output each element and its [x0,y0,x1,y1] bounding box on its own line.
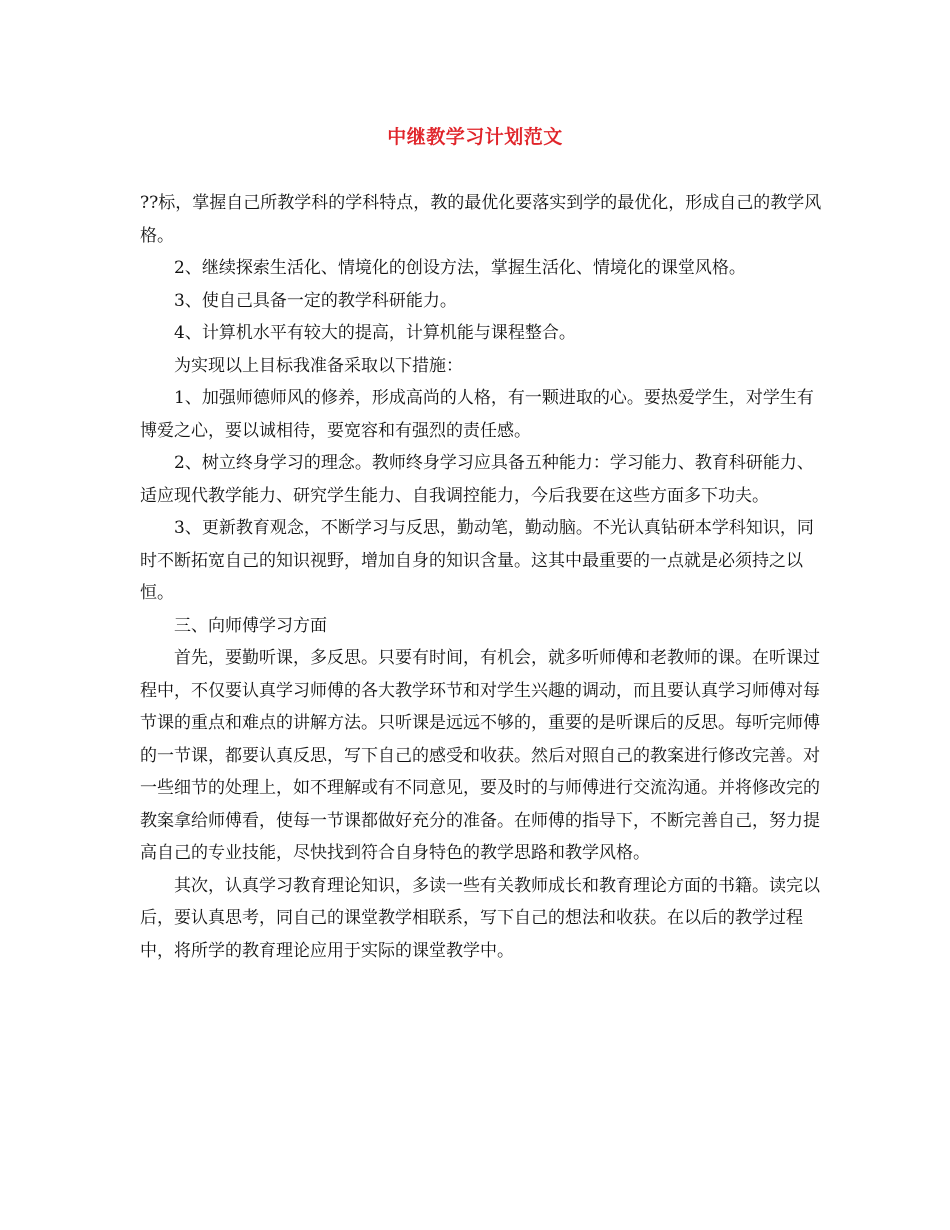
paragraph: 2、继续探索生活化、情境化的创设方法，掌握生活化、情境化的课堂风格。 [174,258,746,278]
paragraph: 为实现以上目标我准备采取以下措施： [174,355,463,376]
document-body [140,187,830,967]
paragraph: 其次，认真学习教育理论知识，多读一些有关教师成长和教育理论方面的书籍。读完以后，要认真思考，同自己的课堂教学相联系，写下自己的想法和收获。在以后的教学过程中，将所学的教育理论应用于实际的课堂教学中。 [140,875,820,961]
paragraph: 1、加强师德师风的修养，形成高尚的人格，有一颗进取的心。要热爱学生，对学生有博爱之心，要以诚相待，要宽容和有强烈的责任感。 [140,388,814,441]
document-title: 中继教学习计划范文 [387,126,563,148]
paragraph: 2、树立终身学习的理念。教师终身学习应具备五种能力：学习能力、教育科研能力、适应现代教学能力、研究学生能力、自我调控能力，今后我要在这些方面多下功夫。 [140,453,814,506]
paragraph: 首先，要勤听课，多反思。只要有时间，有机会，就多听师傅和老教师的课。在听课过程中，不仅要认真学习师傅的各大教学环节和对学生兴趣的调动，而且要认真学习师傅对每节课的重点和难点的讲解方法。只听课是远远不够的，重要的是听课后的反思。每听完师傅的一节课，都要认真反思，写下自己的感受和收获。然后对照自己的教案进行修改完善。对一些细节的处理上，如不理解或有不同意见，要及时的与师傅进行交流沟通。并将修改完的教案拿给师傅看，使每一节课都做好充分的准备。在师傅的指导下，不断完善自己，努力提高自己的专业技能，尽快找到符合自身特色的教学思路和教学风格。 [140,648,820,863]
paragraph: ??标，掌握自己所教学科的学科特点，教的最优化要落实到学的最优化，形成自己的教学风格。 [140,193,822,246]
section-heading: 三、向师傅学习方面 [174,615,327,636]
paragraph: 3、使自己具备一定的教学科研能力。 [174,290,457,311]
paragraph: 3、更新教育观念，不断学习与反思，勤动笔，勤动脑。不光认真钻研本学科知识，同时不断拓宽自己的知识视野，增加自身的知识含量。这其中最重要的一点就是必须持之以恒。 [140,518,814,603]
paragraph: 4、计算机水平有较大的提高，计算机能与课程整合。 [174,323,576,343]
